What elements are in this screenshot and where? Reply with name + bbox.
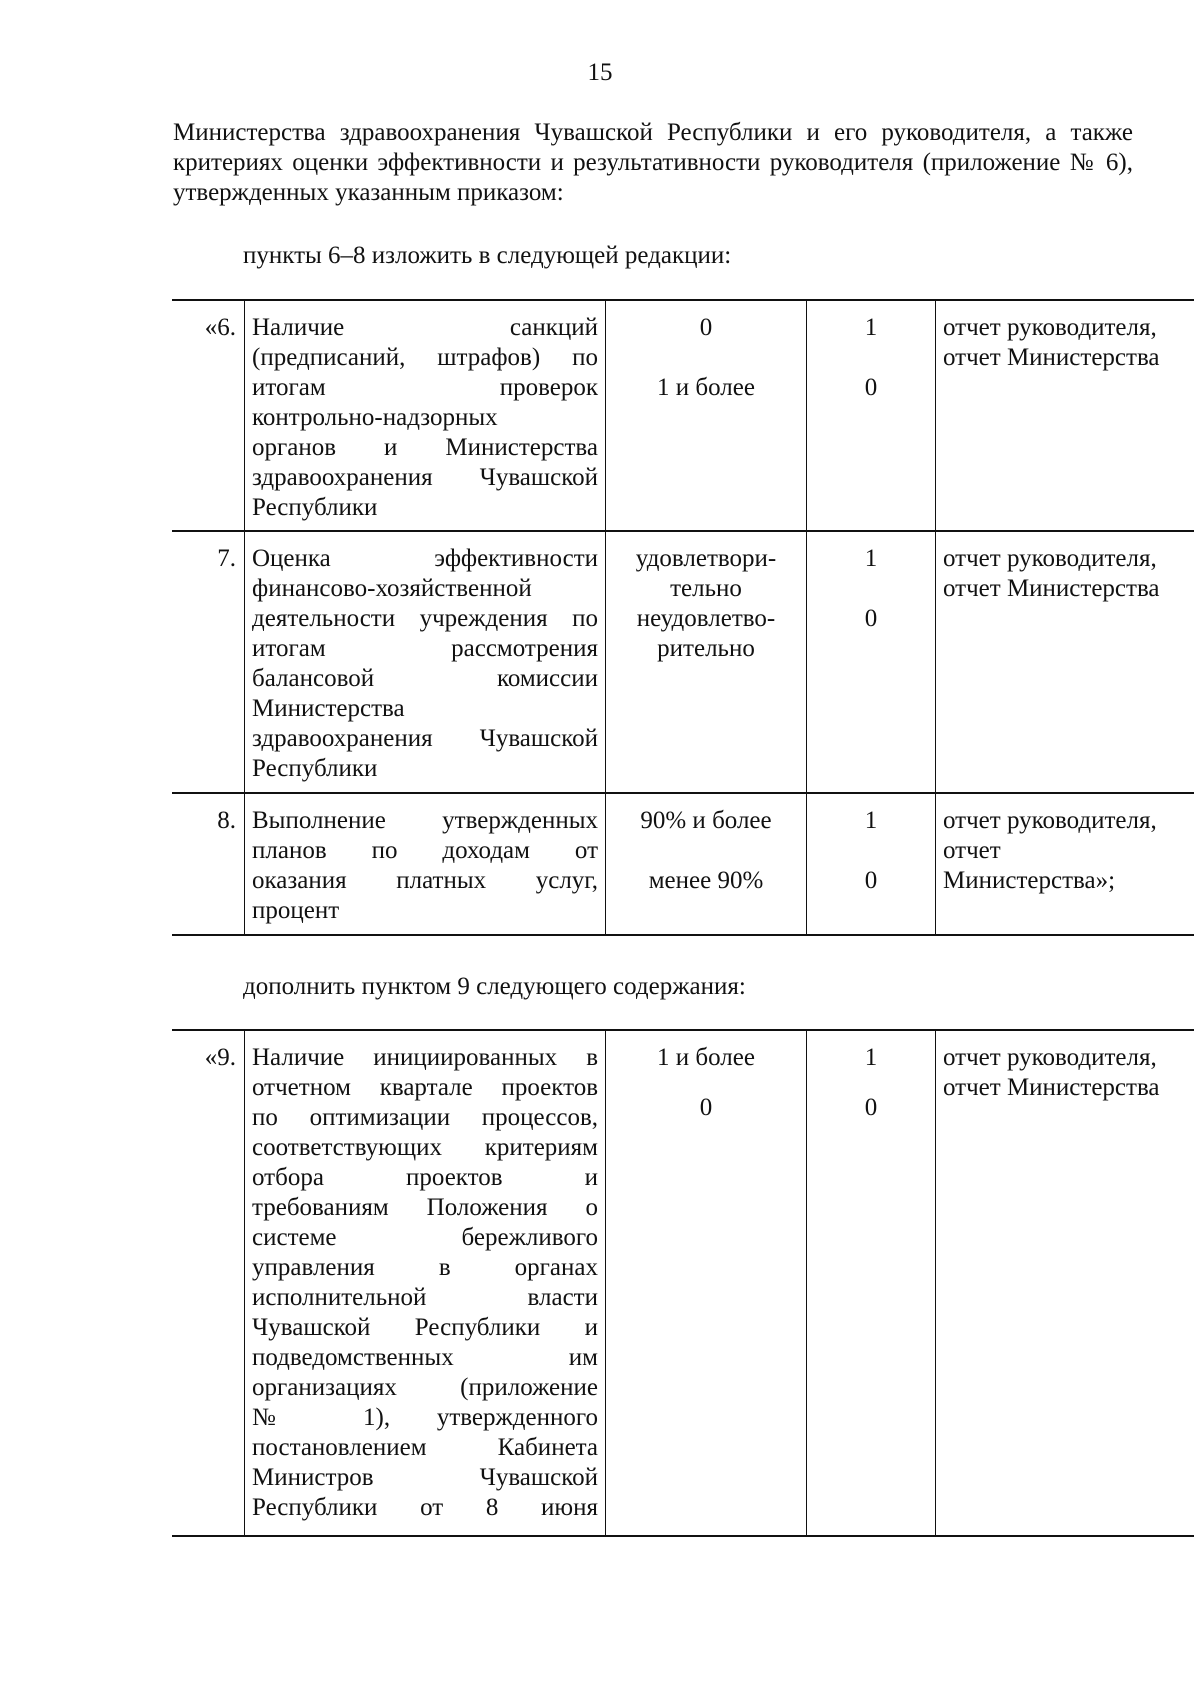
indicator-line: отбора проектов и xyxy=(252,1164,598,1191)
indicator-cell xyxy=(245,1030,606,1536)
indicator-line: организациях (приложение xyxy=(252,1374,598,1401)
value-cell xyxy=(606,1030,807,1536)
indicator-line: системе бережливого xyxy=(252,1224,598,1251)
points-cell xyxy=(807,1030,936,1536)
source-line: отчет Министерства xyxy=(943,575,1160,602)
value-option: тельно xyxy=(670,575,742,602)
indicator-line: итогам рассмотрения xyxy=(252,635,598,662)
item-number: «6. xyxy=(172,300,245,531)
indicator-line: балансовой комиссии xyxy=(252,665,598,692)
indicator-line: Наличие санкций xyxy=(252,314,598,341)
value-option: 1 и более xyxy=(657,1044,755,1071)
indicator-line: здравоохранения Чувашской xyxy=(252,464,598,491)
indicator-line: оказания платных услуг, xyxy=(252,867,598,894)
source-line: отчет руководителя, xyxy=(943,1044,1157,1071)
value-option: неудовлетво- xyxy=(636,605,776,632)
points-value: 0 xyxy=(864,374,878,401)
source-line: отчет Министерства xyxy=(943,344,1160,371)
source-line: отчет руководителя, xyxy=(943,807,1157,834)
indicator-line: по оптимизации процессов, xyxy=(252,1104,598,1131)
intro-paragraph: Министерства здравоохранения Чувашской Республики и его руководителя, а также критериях оценки эффективности и результативности руководителя (приложение № 6), утвержденных указанным приказом: xyxy=(173,119,1133,206)
value-cell xyxy=(606,793,807,935)
indicator-line: соответствующих критериям xyxy=(252,1134,598,1161)
points-cell xyxy=(807,793,936,935)
source-line: Министерства»; xyxy=(943,867,1116,894)
indicator-line: (предписаний, штрафов) по xyxy=(252,344,598,371)
indicator-line: здравоохранения Чувашской xyxy=(252,725,598,752)
value-option: 0 xyxy=(699,1094,713,1121)
value-option: 90% и более xyxy=(640,807,772,834)
criteria-table-items-6-8 xyxy=(172,299,1194,936)
table-row xyxy=(172,300,1194,531)
indicator-line: итогам проверок xyxy=(252,374,598,401)
indicator-line: финансово-хозяйственной xyxy=(252,575,532,602)
source-cell xyxy=(936,300,1195,531)
indicator-line: исполнительной власти xyxy=(252,1284,598,1311)
indicator-line: № 1), утвержденного xyxy=(252,1404,598,1431)
page-number: 15 xyxy=(587,59,613,86)
source-line: отчет Министерства xyxy=(943,1074,1160,1101)
value-cell xyxy=(606,300,807,531)
indicator-cell xyxy=(245,300,606,531)
source-line: отчет xyxy=(943,837,1001,864)
value-option: менее 90% xyxy=(648,867,764,894)
source-cell xyxy=(936,1030,1195,1536)
criteria-table-item-9 xyxy=(172,1029,1194,1537)
value-option: удовлетвори- xyxy=(635,545,777,572)
indicator-cell xyxy=(245,531,606,793)
lead-paragraph-item-9: дополнить пунктом 9 следующего содержания: xyxy=(243,973,746,1000)
indicator-line: деятельности учреждения по xyxy=(252,605,598,632)
points-value: 1 xyxy=(864,1044,878,1071)
lead-paragraph-items-6-8: пункты 6–8 изложить в следующей редакции: xyxy=(243,242,732,269)
indicator-line: Чувашской Республики и xyxy=(252,1314,598,1341)
indicator-line: управления в органах xyxy=(252,1254,598,1281)
points-cell xyxy=(807,531,936,793)
table-row xyxy=(172,531,1194,793)
indicator-line: отчетном квартале проектов xyxy=(252,1074,598,1101)
points-value: 0 xyxy=(864,605,878,632)
table-row xyxy=(172,793,1194,935)
indicator-line: Министерства xyxy=(252,695,405,722)
indicator-cell xyxy=(245,793,606,935)
indicator-line: постановлением Кабинета xyxy=(252,1434,598,1461)
item-number: 8. xyxy=(172,793,245,935)
item-number: 7. xyxy=(172,531,245,793)
points-value: 1 xyxy=(864,807,878,834)
indicator-line: Министров Чувашской xyxy=(252,1464,598,1491)
indicator-line: Оценка эффективности xyxy=(252,545,598,572)
points-value: 0 xyxy=(864,867,878,894)
points-cell xyxy=(807,300,936,531)
indicator-line: требованиям Положения о xyxy=(252,1194,598,1221)
source-cell xyxy=(936,531,1195,793)
points-value: 0 xyxy=(864,1094,878,1121)
points-value: 1 xyxy=(864,545,878,572)
indicator-line: Наличие инициированных в xyxy=(252,1044,598,1071)
table-row xyxy=(172,1030,1194,1536)
value-option: 1 и более xyxy=(657,374,755,401)
points-value: 1 xyxy=(864,314,878,341)
source-line: отчет руководителя, xyxy=(943,545,1157,572)
indicator-line: Выполнение утвержденных xyxy=(252,807,598,834)
source-line: отчет руководителя, xyxy=(943,314,1157,341)
indicator-line: процент xyxy=(252,897,340,924)
source-cell xyxy=(936,793,1195,935)
indicator-line: подведомственных им xyxy=(252,1344,598,1371)
value-option: 0 xyxy=(699,314,713,341)
value-cell xyxy=(606,531,807,793)
indicator-line: планов по доходам от xyxy=(252,837,598,864)
indicator-line: Республики xyxy=(252,494,378,521)
indicator-line: органов и Министерства xyxy=(252,434,598,461)
indicator-line: Республики от 8 июня xyxy=(252,1494,598,1521)
item-number: «9. xyxy=(172,1030,245,1536)
indicator-line: контрольно-надзорных xyxy=(252,404,498,431)
indicator-line: Республики xyxy=(252,755,378,782)
value-option: рительно xyxy=(657,635,755,662)
